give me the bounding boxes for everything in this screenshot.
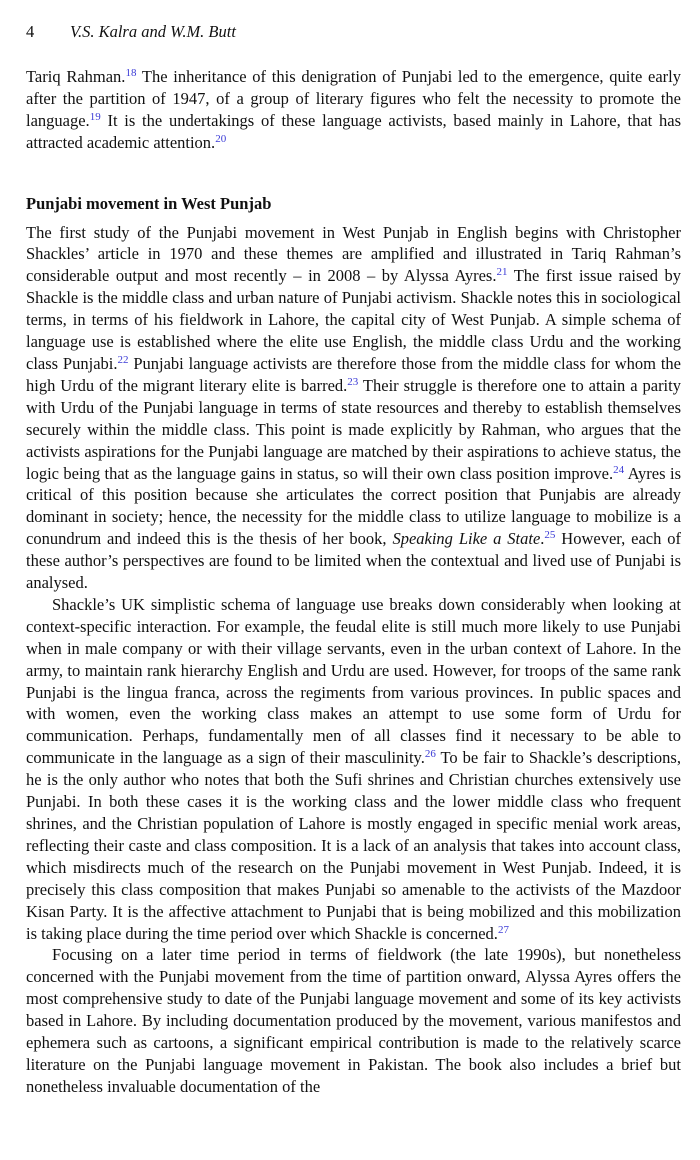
footnote-ref-18[interactable]: 18 <box>125 67 137 79</box>
footnote-ref-27[interactable]: 27 <box>497 923 509 936</box>
intro-paragraph: Tariq Rahman.$^{18}$ The inheritance of this denigration of Punjabi led to the emergence, quite early after the partition of 1947, of a group of literary figures who felt the necessity to promote the language.$^{19}$ It is the undertakings of these language activists, based mainly in Lahore, that has attracted academic attention.$^{20}$ <box>26 67 681 152</box>
footnote-ref-20[interactable]: 20 <box>215 132 227 145</box>
running-head <box>26 22 681 42</box>
page-number: 4 <box>26 22 35 41</box>
body-paragraph-1: The first study of the Punjabi movement in West Punjab in English begins with Christopher Shackles’ article in 1970 and these themes are amplified and illustrated in Tariq Rahman’s considerable output and most recently – in 2008 – by Alyssa Ayres.$^{21}$ The first issue raised by Shackle is the middle class and urban nature of Punjabi activism. Shackle notes this in sociological terms, in terms of his fieldwork in Lahore, the capital city of West Punjab. A simple schema of language use is established where the elite use English, the middle class Urdu and the working class Punjabi.$^{22}$ Punjabi language activists are therefore those from the middle class for whom the high Urdu of the migrant literary elite is barred.$^{23}$ Their struggle is therefore one to attain a parity with Urdu of the Punjabi language in terms of state resources and thereby to establish themselves securely within the middle class. This point is made explicitly by Rahman, who argues that the activists aspirations for the Punjabi language are matched by their aspirations to achieve status, the logic being that as the language gains in status, so will their own class position improve.$^{24}$ Ayres is critical of this position because she articulates the correct position that Punjabis are already dominant in society; hence, the necessity for the middle class to utilize language to mobilize is a conundrum and indeed this is the thesis of her book, Speaking Like a State.$^{25}$ However, each of these author’s perspectives are found to be limited when the contextual and lived use of Punjabi is analysed. <box>26 222 681 593</box>
footnote-ref-23[interactable]: 23 <box>347 375 359 388</box>
footnote-ref-21[interactable]: 21 <box>496 266 508 279</box>
running-head-authors: V.S. Kalra and W.M. Butt <box>70 22 236 41</box>
body-paragraph-2: Shackle’s UK simplistic schema of language use breaks down considerably when looking at context-specific interaction. For example, the feudal elite is still much more likely to use Punjabi when in male company or with their village servants, even in the urban context of Lahore. In the army, to maintain rank hierarchy English and Urdu are used. However, for troops of the same rank Punjabi is the lingua franca, across the regiments from various provinces. In public spaces and with women, even the working class makes an attempt to use some form of Urdu for communication. Perhaps, fundamentally men of all classes find it necessary to be able to communicate in the language as a sign of their masculinity.$^{26}$ To be fair to Shackle’s descriptions, he is the only author who notes that both the Sufi shrines and Christian churches extensively use Punjabi. In both these cases it is the working class and the lower middle class who frequent shrines, and the Christian population of Lahore is mostly engaged in specific menial work areas, reflecting their caste and class composition. It is a lack of an analysis that takes into account class, which misdirects much of the research on the Punjabi movement in West Punjab. Indeed, it is precisely this class composition that makes Punjabi so amenable to the activists of the Mazdoor Kisan Party. It is the affective attachment to Punjabi that is being mobilized and this mobilization is taking place during the time period over which Shackle is concerned.$^{27}$ <box>26 594 681 943</box>
footnote-ref-26[interactable]: 26 <box>424 748 436 761</box>
footnote-ref-22[interactable]: 22 <box>117 353 129 366</box>
page <box>26 22 681 1098</box>
footnote-ref-25[interactable]: 25 <box>544 529 556 542</box>
section-heading: Punjabi movement in West Punjab <box>26 193 272 213</box>
book-title: Speaking Like a State <box>392 529 541 549</box>
footnote-ref-19[interactable]: 19 <box>89 110 101 123</box>
body-paragraph-3: Focusing on a later time period in terms of fieldwork (the late 1990s), but nonetheless concerned with the Punjabi movement from the time of partition onward, Alyssa Ayres offers the most comprehensive study to date of the Punjabi language movement and some of its key activists based in Lahore. By including documentation produced by the movement, various manifestos and ephemera such as cartoons, a significant empirical contribution is made to the relatively scarce literature on the Punjabi language movement in Pakistan. The book also includes a brief but nonetheless invaluable documentation of the <box>26 945 681 1096</box>
footnote-ref-24[interactable]: 24 <box>613 463 625 476</box>
